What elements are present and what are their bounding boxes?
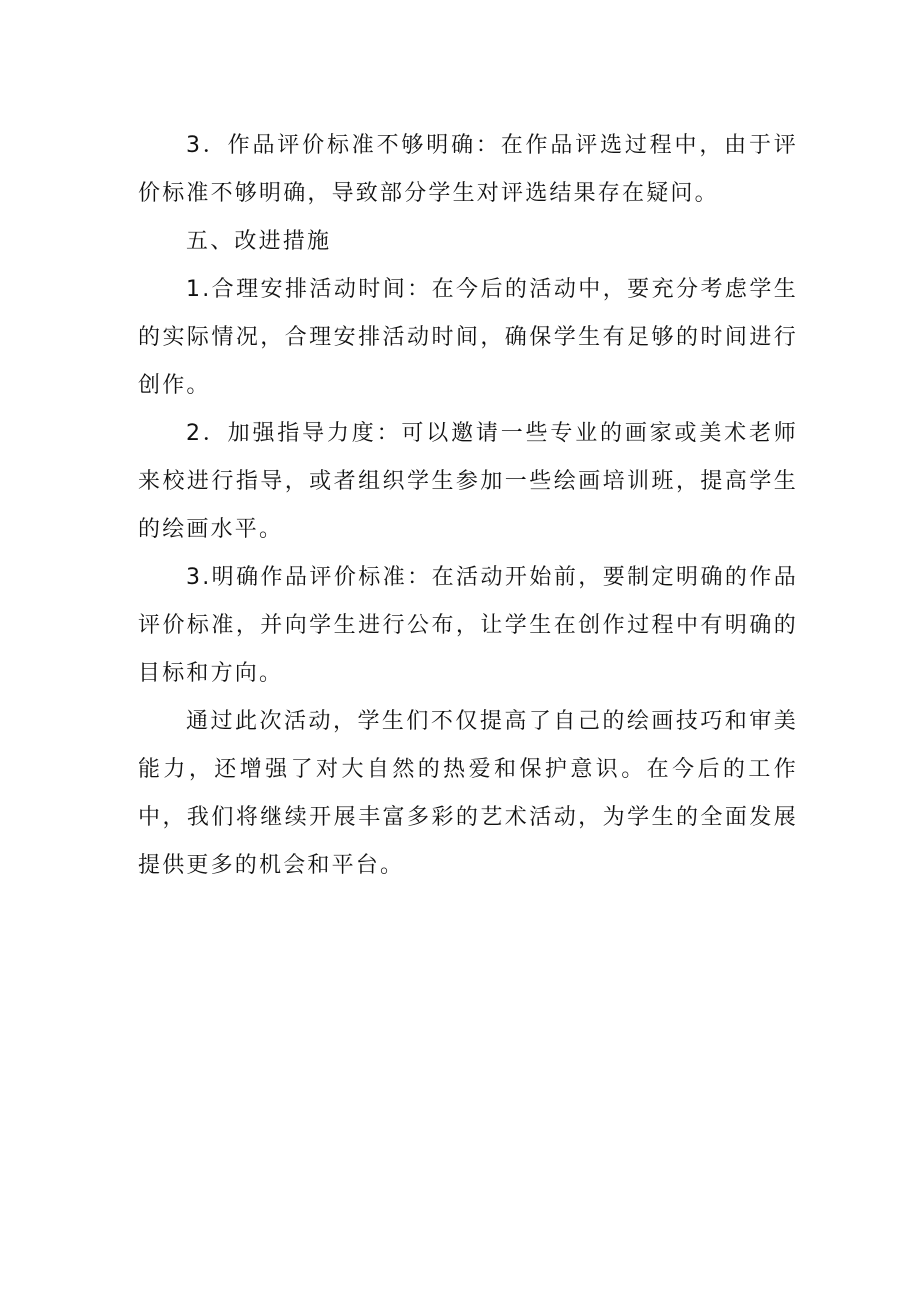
paragraph-conclusion: 通过此次活动，学生们不仅提高了自己的绘画技巧和审美能力，还增强了对大自然的热爱和保护意识。在今后的工作中，我们将继续开展丰富多彩的艺术活动，为学生的全面发展提供更多的机会和平台。: [138, 709, 798, 878]
paragraph-measure-1: 1.合理安排活动时间：在今后的活动中，要充分考虑学生的实际情况，合理安排活动时间，确保学生有足够的时间进行创作。: [138, 277, 798, 398]
paragraph-problem-3: 3．作品评价标准不够明确：在作品评选过程中，由于评价标准不够明确，导致部分学生对评选结果存在疑问。: [138, 133, 798, 206]
paragraph-measure-2: 2．加强指导力度：可以邀请一些专业的画家或美术老师来校进行指导，或者组织学生参加一些绘画培训班，提高学生的绘画水平。: [138, 421, 798, 542]
section-heading-improvement-measures: 五、改进措施: [186, 229, 332, 254]
document-body: [138, 122, 798, 890]
paragraph-measure-3: 3.明确作品评价标准：在活动开始前，要制定明确的作品评价标准，并向学生进行公布，让学生在创作过程中有明确的目标和方向。: [138, 565, 798, 686]
